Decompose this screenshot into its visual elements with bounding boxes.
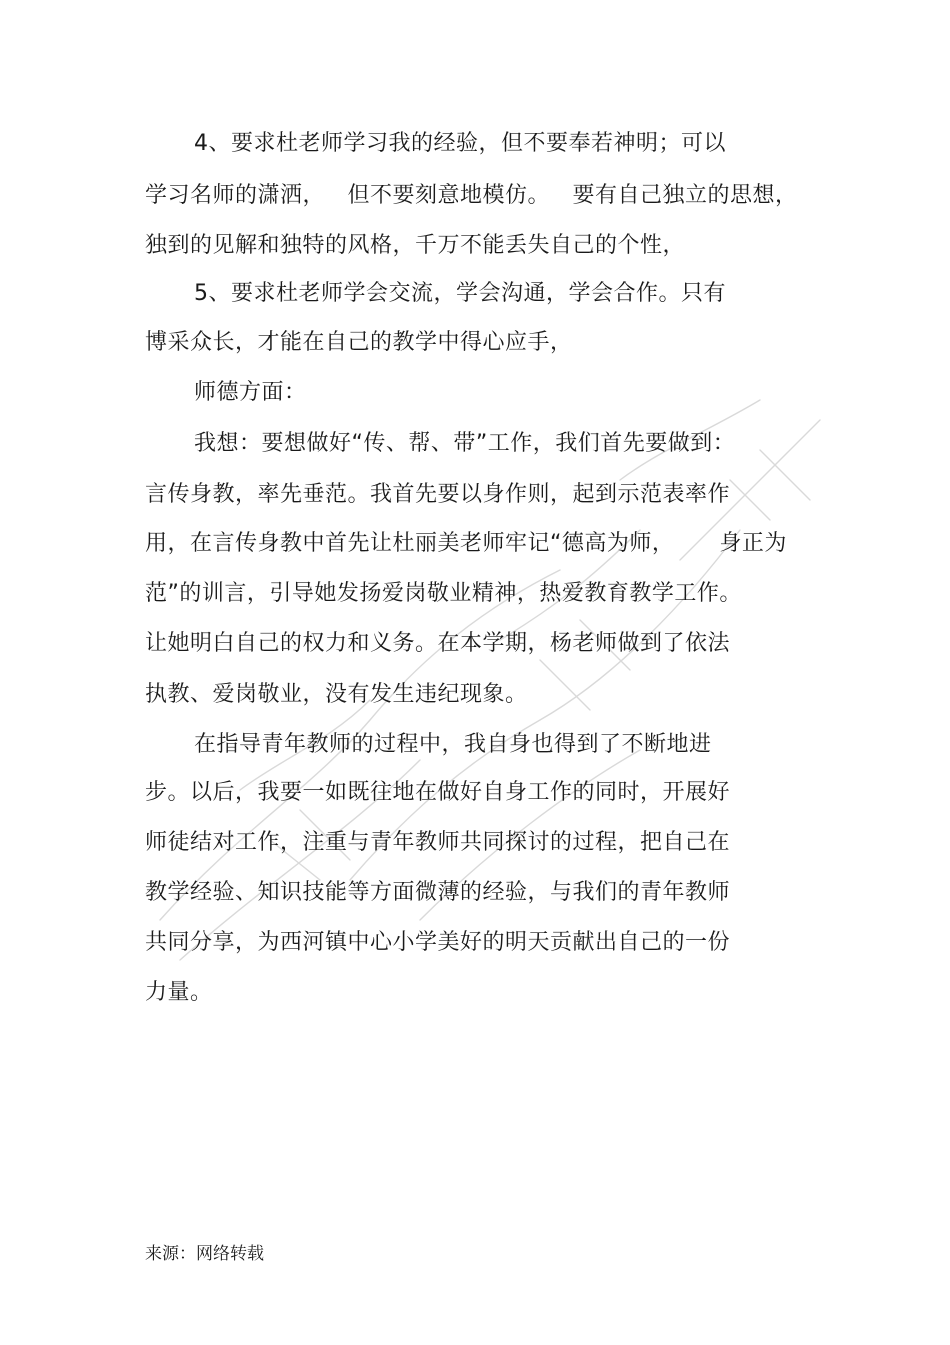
section-heading: 师德方面： — [194, 380, 307, 405]
paragraph-line: 让她明白自己的权力和义务。在本学期，杨老师做到了依法 — [145, 631, 731, 656]
paragraph-line: 步。以后，我要一如既往地在做好自身工作的同时，开展好 — [145, 780, 731, 805]
paragraph-line: 在指导青年教师的过程中，我自身也得到了不断地进 — [194, 732, 712, 757]
paragraph-line: 博采众长，才能在自己的教学中得心应手， — [145, 330, 573, 355]
paragraph-line: 共同分享，为西河镇中心小学美好的明天贡献出自己的一份 — [145, 930, 731, 955]
paragraph-line: 师徒结对工作，注重与青年教师共同探讨的过程，把自己在 — [145, 830, 731, 855]
paragraph-line: 用，在言传身教中首先让杜丽美老师牢记“德高为师， 身正为 — [145, 531, 787, 556]
source-note: 来源：网络转载 — [145, 1244, 264, 1264]
paragraph-line: 独到的见解和独特的风格，千万不能丢失自己的个性， — [145, 233, 686, 258]
paragraph-line: 4、要求杜老师学习我的经验，但不要奉若神明；可以 — [194, 131, 726, 156]
paragraph-line: 力量。 — [145, 980, 213, 1005]
paragraph-line: 言传身教，率先垂范。我首先要以身作则，起到示范表率作 — [145, 482, 731, 507]
paragraph-line: 5、要求杜老师学会交流，学会沟通，学会合作。只有 — [194, 281, 726, 306]
paragraph-line: 范”的训言，引导她发扬爱岗敬业精神，热爱教育教学工作。 — [145, 581, 742, 606]
paragraph-line: 学习名师的潇洒， 但不要刻意地模仿。 要有自己独立的思想， — [145, 183, 798, 208]
paragraph-line: 执教、爱岗敬业，没有发生违纪现象。 — [145, 682, 528, 707]
paragraph-line: 教学经验、知识技能等方面微薄的经验，与我们的青年教师 — [145, 880, 731, 905]
paragraph-line: 我想：要想做好“传、帮、带”工作，我们首先要做到： — [194, 431, 736, 456]
